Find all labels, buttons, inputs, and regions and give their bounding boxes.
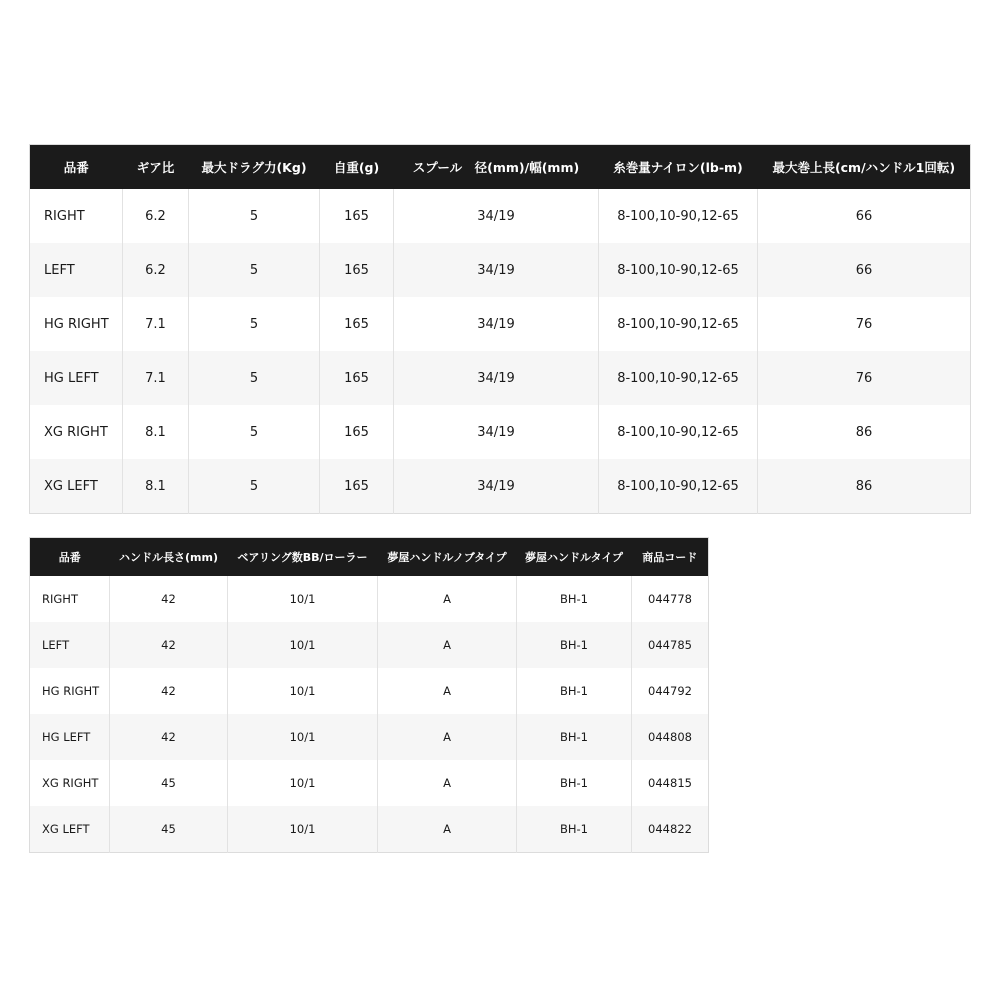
cell-handle-type: BH-1 (517, 622, 632, 668)
table-row (30, 351, 971, 405)
cell-model: HG LEFT (30, 714, 110, 760)
parts-header-model: 品番 (30, 538, 110, 577)
cell-handle-length: 42 (110, 576, 228, 622)
cell-handle-type: BH-1 (517, 760, 632, 806)
cell-product-code: 044815 (632, 760, 709, 806)
parts-header-handle-length: ハンドル長さ(mm) (110, 538, 228, 577)
parts-header-handle-type: 夢屋ハンドルタイプ (517, 538, 632, 577)
cell-handle-length: 45 (110, 806, 228, 853)
cell-spool-size: 34/19 (394, 189, 599, 243)
cell-model: XG LEFT (30, 806, 110, 853)
cell-model: RIGHT (30, 189, 123, 243)
cell-retrieve-length: 76 (758, 351, 971, 405)
cell-weight: 165 (320, 351, 394, 405)
cell-spool-size: 34/19 (394, 459, 599, 514)
cell-bearings: 10/1 (228, 576, 378, 622)
cell-bearings: 10/1 (228, 760, 378, 806)
cell-knob-type: A (378, 576, 517, 622)
cell-spool-size: 34/19 (394, 297, 599, 351)
cell-weight: 165 (320, 297, 394, 351)
table-row (30, 243, 971, 297)
cell-knob-type: A (378, 622, 517, 668)
cell-max-drag: 5 (189, 243, 320, 297)
cell-handle-type: BH-1 (517, 668, 632, 714)
cell-product-code: 044778 (632, 576, 709, 622)
cell-handle-length: 45 (110, 760, 228, 806)
cell-model: XG LEFT (30, 459, 123, 514)
cell-model: XG RIGHT (30, 760, 110, 806)
spec-table-header-row (30, 145, 971, 190)
cell-gear-ratio: 6.2 (123, 243, 189, 297)
cell-weight: 165 (320, 243, 394, 297)
spec-header-max-drag: 最大ドラグ力(Kg) (189, 145, 320, 190)
parts-table (29, 537, 709, 853)
cell-line-capacity: 8-100,10-90,12-65 (599, 351, 758, 405)
table-row (30, 668, 709, 714)
cell-knob-type: A (378, 714, 517, 760)
cell-spool-size: 34/19 (394, 351, 599, 405)
spec-header-line-capacity: 糸巻量ナイロン(lb-m) (599, 145, 758, 190)
cell-model: XG RIGHT (30, 405, 123, 459)
cell-handle-type: BH-1 (517, 714, 632, 760)
cell-weight: 165 (320, 459, 394, 514)
cell-bearings: 10/1 (228, 668, 378, 714)
cell-model: HG LEFT (30, 351, 123, 405)
spec-header-spool-size: スプール 径(mm)/幅(mm) (394, 145, 599, 190)
cell-max-drag: 5 (189, 459, 320, 514)
cell-model: RIGHT (30, 576, 110, 622)
cell-knob-type: A (378, 806, 517, 853)
parts-header-knob-type: 夢屋ハンドルノブタイプ (378, 538, 517, 577)
cell-retrieve-length: 86 (758, 459, 971, 514)
cell-spool-size: 34/19 (394, 405, 599, 459)
cell-spool-size: 34/19 (394, 243, 599, 297)
cell-product-code: 044808 (632, 714, 709, 760)
cell-retrieve-length: 86 (758, 405, 971, 459)
cell-line-capacity: 8-100,10-90,12-65 (599, 459, 758, 514)
spec-header-model: 品番 (30, 145, 123, 190)
cell-line-capacity: 8-100,10-90,12-65 (599, 189, 758, 243)
table-row (30, 405, 971, 459)
cell-max-drag: 5 (189, 297, 320, 351)
parts-header-bearings: ベアリング数BB/ローラー (228, 538, 378, 577)
cell-model: LEFT (30, 622, 110, 668)
table-row (30, 714, 709, 760)
cell-max-drag: 5 (189, 189, 320, 243)
cell-bearings: 10/1 (228, 806, 378, 853)
table-row (30, 760, 709, 806)
cell-gear-ratio: 7.1 (123, 351, 189, 405)
cell-gear-ratio: 8.1 (123, 405, 189, 459)
cell-max-drag: 5 (189, 405, 320, 459)
cell-product-code: 044792 (632, 668, 709, 714)
spec-table (29, 144, 971, 514)
cell-handle-length: 42 (110, 714, 228, 760)
cell-line-capacity: 8-100,10-90,12-65 (599, 405, 758, 459)
table-row (30, 297, 971, 351)
table-row (30, 576, 709, 622)
cell-retrieve-length: 76 (758, 297, 971, 351)
cell-model: HG RIGHT (30, 297, 123, 351)
spec-header-weight: 自重(g) (320, 145, 394, 190)
spec-header-gear-ratio: ギア比 (123, 145, 189, 190)
cell-model: LEFT (30, 243, 123, 297)
cell-retrieve-length: 66 (758, 243, 971, 297)
cell-knob-type: A (378, 668, 517, 714)
cell-bearings: 10/1 (228, 622, 378, 668)
cell-gear-ratio: 6.2 (123, 189, 189, 243)
cell-model: HG RIGHT (30, 668, 110, 714)
cell-gear-ratio: 7.1 (123, 297, 189, 351)
cell-line-capacity: 8-100,10-90,12-65 (599, 243, 758, 297)
cell-line-capacity: 8-100,10-90,12-65 (599, 297, 758, 351)
cell-retrieve-length: 66 (758, 189, 971, 243)
cell-gear-ratio: 8.1 (123, 459, 189, 514)
cell-product-code: 044822 (632, 806, 709, 853)
cell-product-code: 044785 (632, 622, 709, 668)
cell-handle-type: BH-1 (517, 806, 632, 853)
spec-header-retrieve-length: 最大巻上長(cm/ハンドル1回転) (758, 145, 971, 190)
table-row (30, 622, 709, 668)
cell-handle-length: 42 (110, 668, 228, 714)
parts-header-product-code: 商品コード (632, 538, 709, 577)
table-row (30, 189, 971, 243)
cell-weight: 165 (320, 189, 394, 243)
table-row (30, 459, 971, 514)
table-row (30, 806, 709, 853)
cell-handle-type: BH-1 (517, 576, 632, 622)
cell-weight: 165 (320, 405, 394, 459)
cell-max-drag: 5 (189, 351, 320, 405)
cell-bearings: 10/1 (228, 714, 378, 760)
cell-handle-length: 42 (110, 622, 228, 668)
parts-table-header-row (30, 538, 709, 577)
cell-knob-type: A (378, 760, 517, 806)
